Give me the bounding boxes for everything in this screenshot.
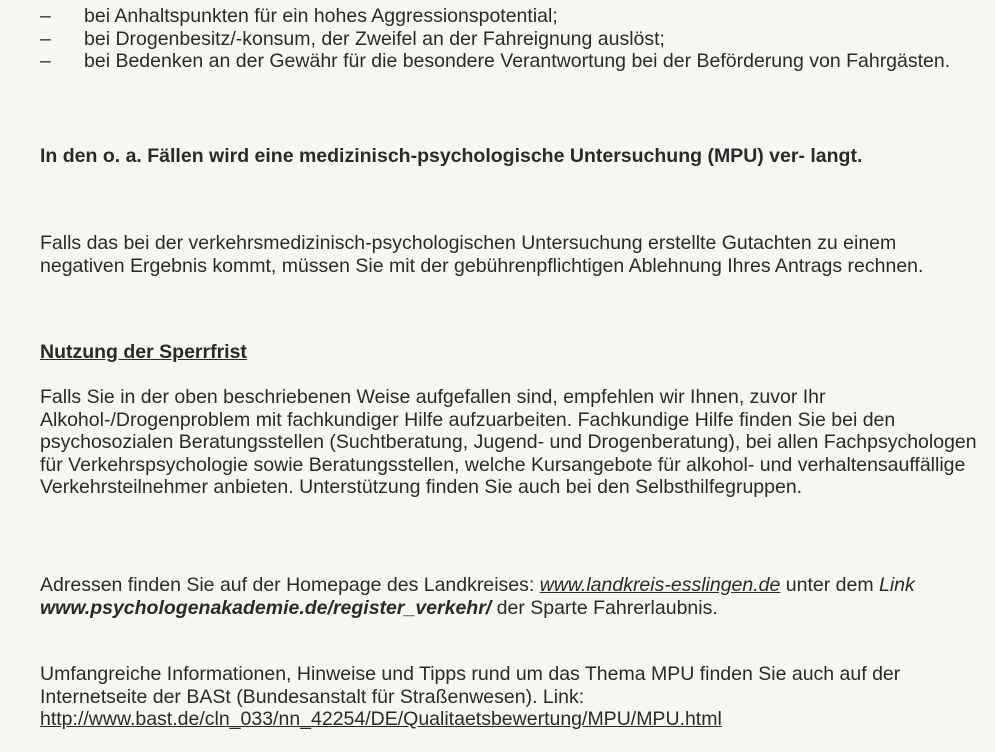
bullet-dash: – <box>40 5 51 27</box>
psychologenakademie-link[interactable]: www.psychologenakademie.de/register_verkehr/ <box>40 596 492 619</box>
bast-link[interactable]: http://www.bast.de/cln_033/nn_42254/DE/Qualitaetsbewertung/MPU/MPU.html <box>40 708 722 730</box>
bullet-dash: – <box>40 27 51 50</box>
addresses-suffix: der Sparte Fahrerlaubnis. <box>491 596 718 619</box>
list-item <box>40 28 975 51</box>
bast-paragraph <box>40 663 977 731</box>
list-item <box>40 5 975 28</box>
bullet-text: bei Drogenbesitz/-konsum, der Zweifel an der Fahreignung auslöst; <box>84 27 665 50</box>
sperrfrist-paragraph: Falls Sie in der oben beschriebenen Weise aufgefallen sind, empfehlen wir Ihnen, zuvor Ihr Alkohol-/Drogenproblem mit fachkundiger Hilfe aufzuarbeiten. Fachkundige Hilfe finden Sie bei den psychosozialen Beratungsstellen (Suchtberatung, Jugend- und Drogenberatung), bei allen Fachpsychologen für Verkehrspsychologie sowie Beratungsstellen, welche Kursangebote für alkohol- und verhaltensauffällige Verkehrsteilnehmer anbieten. Unterstützung finden Sie auch bei den Selbsthilfegruppen. <box>40 386 977 498</box>
sperrfrist-heading: Nutzung der Sperrfrist <box>40 341 247 363</box>
bullet-dash: – <box>40 50 51 72</box>
bullet-text: bei Anhaltspunkten für ein hohes Aggressionspotential; <box>84 5 558 27</box>
bast-text: Umfangreiche Informationen, Hinweise und Tipps rund um das Thema MPU finden Sie auch auf der Internetseite der BASt (Bundesanstalt für Straßenwesen). Link: <box>40 663 901 708</box>
negative-result-paragraph: Falls das bei der verkehrsmedizinisch-psychologischen Untersuchung erstellte Gutachten zu einem negativen Ergebnis kommt, müssen Sie mit der gebührenpflichtigen Ablehnung Ihres Antrags rechnen. <box>40 232 924 277</box>
bullet-list <box>40 5 975 73</box>
mpu-notice: In den o. a. Fällen wird eine medizinisch-psychologische Untersuchung (MPU) ver- langt. <box>40 145 863 167</box>
addresses-paragraph <box>40 574 977 619</box>
link-word: Link <box>879 574 915 596</box>
addresses-mid: unter dem <box>780 574 879 596</box>
list-item <box>40 50 975 73</box>
landkreis-link[interactable]: www.landkreis-esslingen.de <box>539 574 781 596</box>
addresses-prefix: Adressen finden Sie auf der Homepage des Landkreises: <box>40 574 540 596</box>
bullet-text: bei Bedenken an der Gewähr für die besondere Verantwortung bei der Beförderung von Fahrgästen. <box>84 50 951 72</box>
